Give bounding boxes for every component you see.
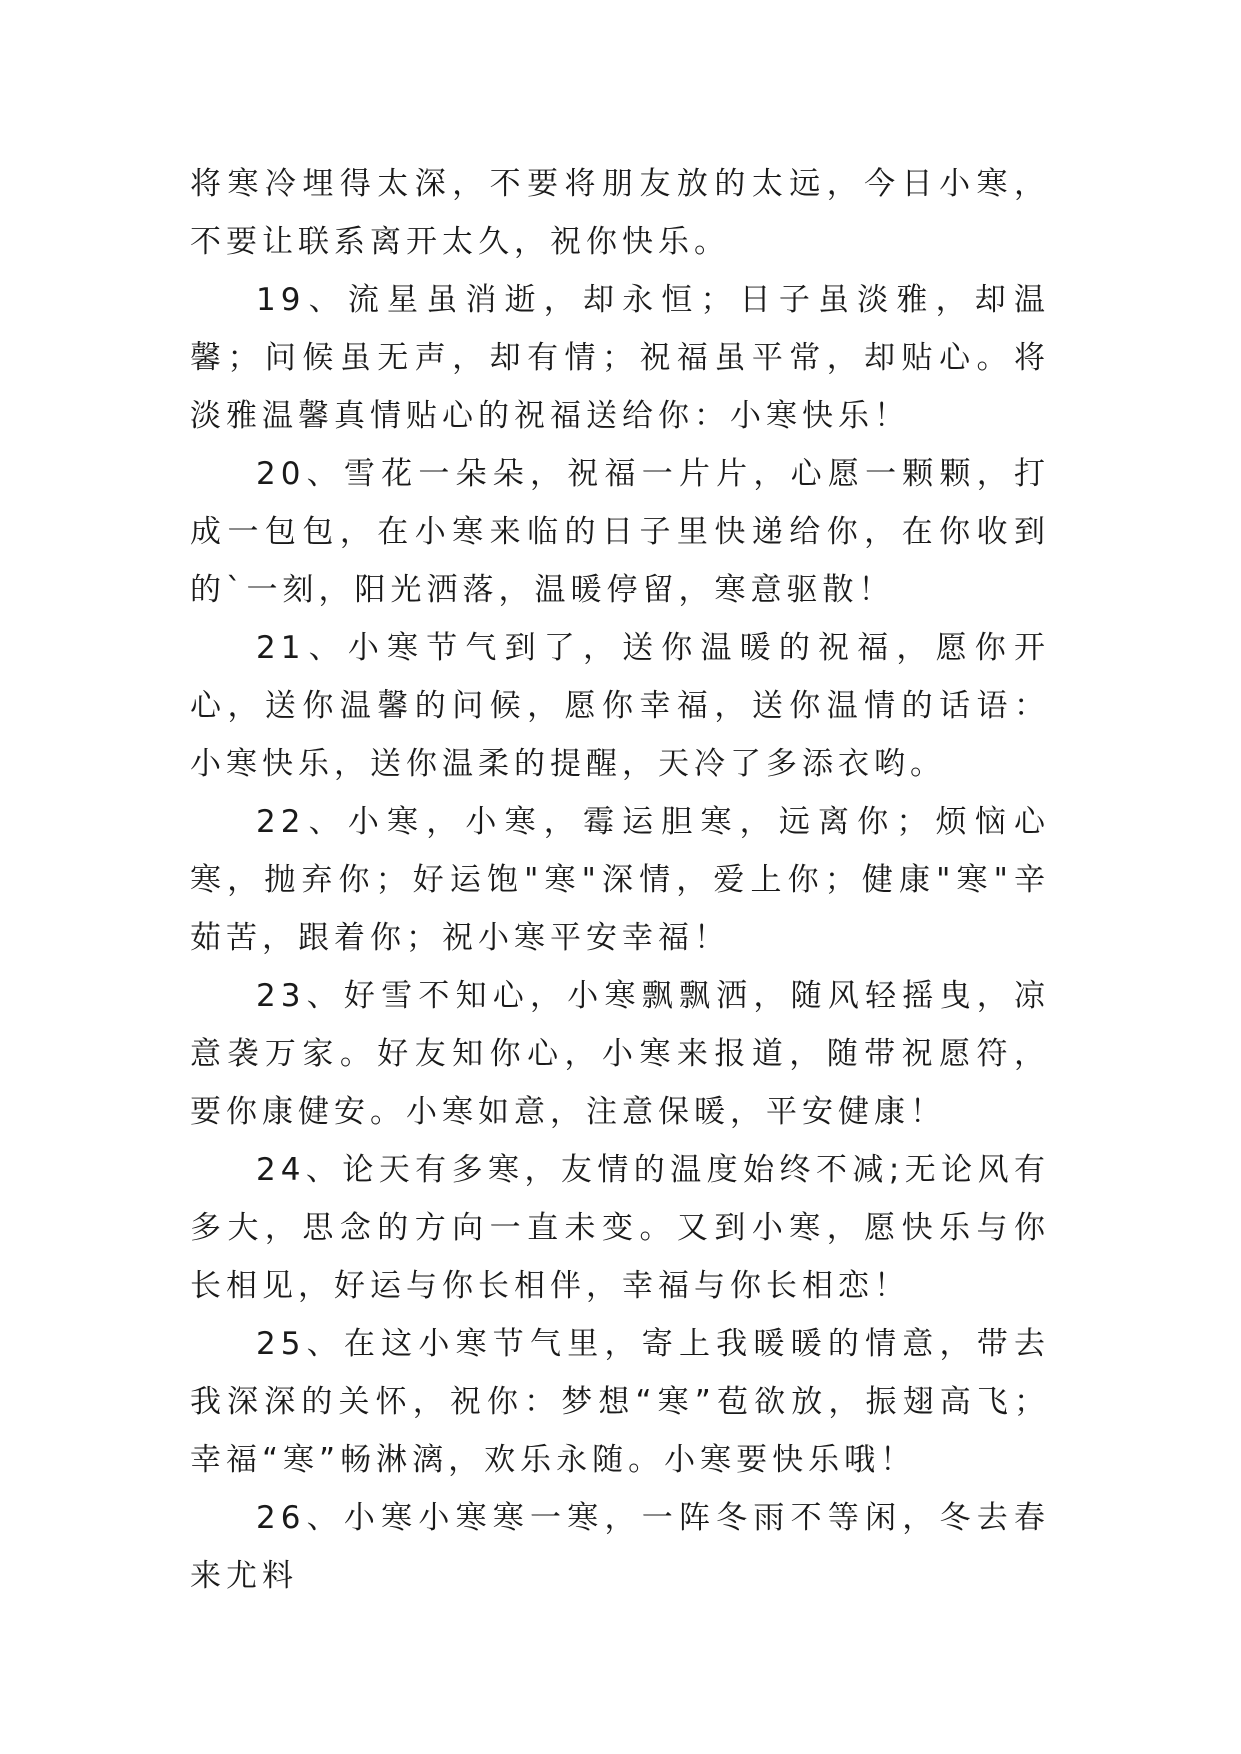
paragraph-23: 23、好雪不知心，小寒飘飘洒，随风轻摇曳，凉意袭万家。好友知你心，小寒来报道，随带祝愿符，要你康健安。小寒如意，注意保暖，平安健康！: [190, 978, 1050, 1130]
paragraph-26: 26、小寒小寒寒一寒，一阵冬雨不等闲，冬去春来尤料: [190, 1500, 1050, 1594]
paragraph-24: 24、论天有多寒，友情的温度始终不减;无论风有多大，思念的方向一直未变。又到小寒，愿快乐与你长相见，好运与你长相伴，幸福与你长相恋！: [190, 1152, 1050, 1304]
paragraph-continuation: 将寒冷埋得太深，不要将朋友放的太远，今日小寒，不要让联系离开太久，祝你快乐。: [190, 166, 1050, 260]
paragraph-21: 21、小寒节气到了，送你温暖的祝福，愿你开心，送你温馨的问候，愿你幸福，送你温情的话语：小寒快乐，送你温柔的提醒，天冷了多添衣哟。: [190, 630, 1050, 782]
paragraph-25: 25、在这小寒节气里，寄上我暖暖的情意，带去我深深的关怀，祝你：梦想“寒”苞欲放，振翅高飞；幸福“寒”畅淋漓，欢乐永随。小寒要快乐哦！: [190, 1326, 1050, 1478]
paragraph-20: 20、雪花一朵朵，祝福一片片，心愿一颗颗，打成一包包，在小寒来临的日子里快递给你，在你收到的`一刻，阳光洒落，温暖停留，寒意驱散！: [190, 456, 1050, 608]
document-body: [190, 155, 1050, 1605]
paragraph-19: 19、流星虽消逝，却永恒；日子虽淡雅，却温馨；问候虽无声，却有情；祝福虽平常，却贴心。将淡雅温馨真情贴心的祝福送给你：小寒快乐！: [190, 282, 1050, 434]
paragraph-22: 22、小寒，小寒，霉运胆寒，远离你；烦恼心寒，抛弃你；好运饱"寒"深情，爱上你；健康"寒"辛茹苦，跟着你；祝小寒平安幸福！: [190, 804, 1050, 956]
